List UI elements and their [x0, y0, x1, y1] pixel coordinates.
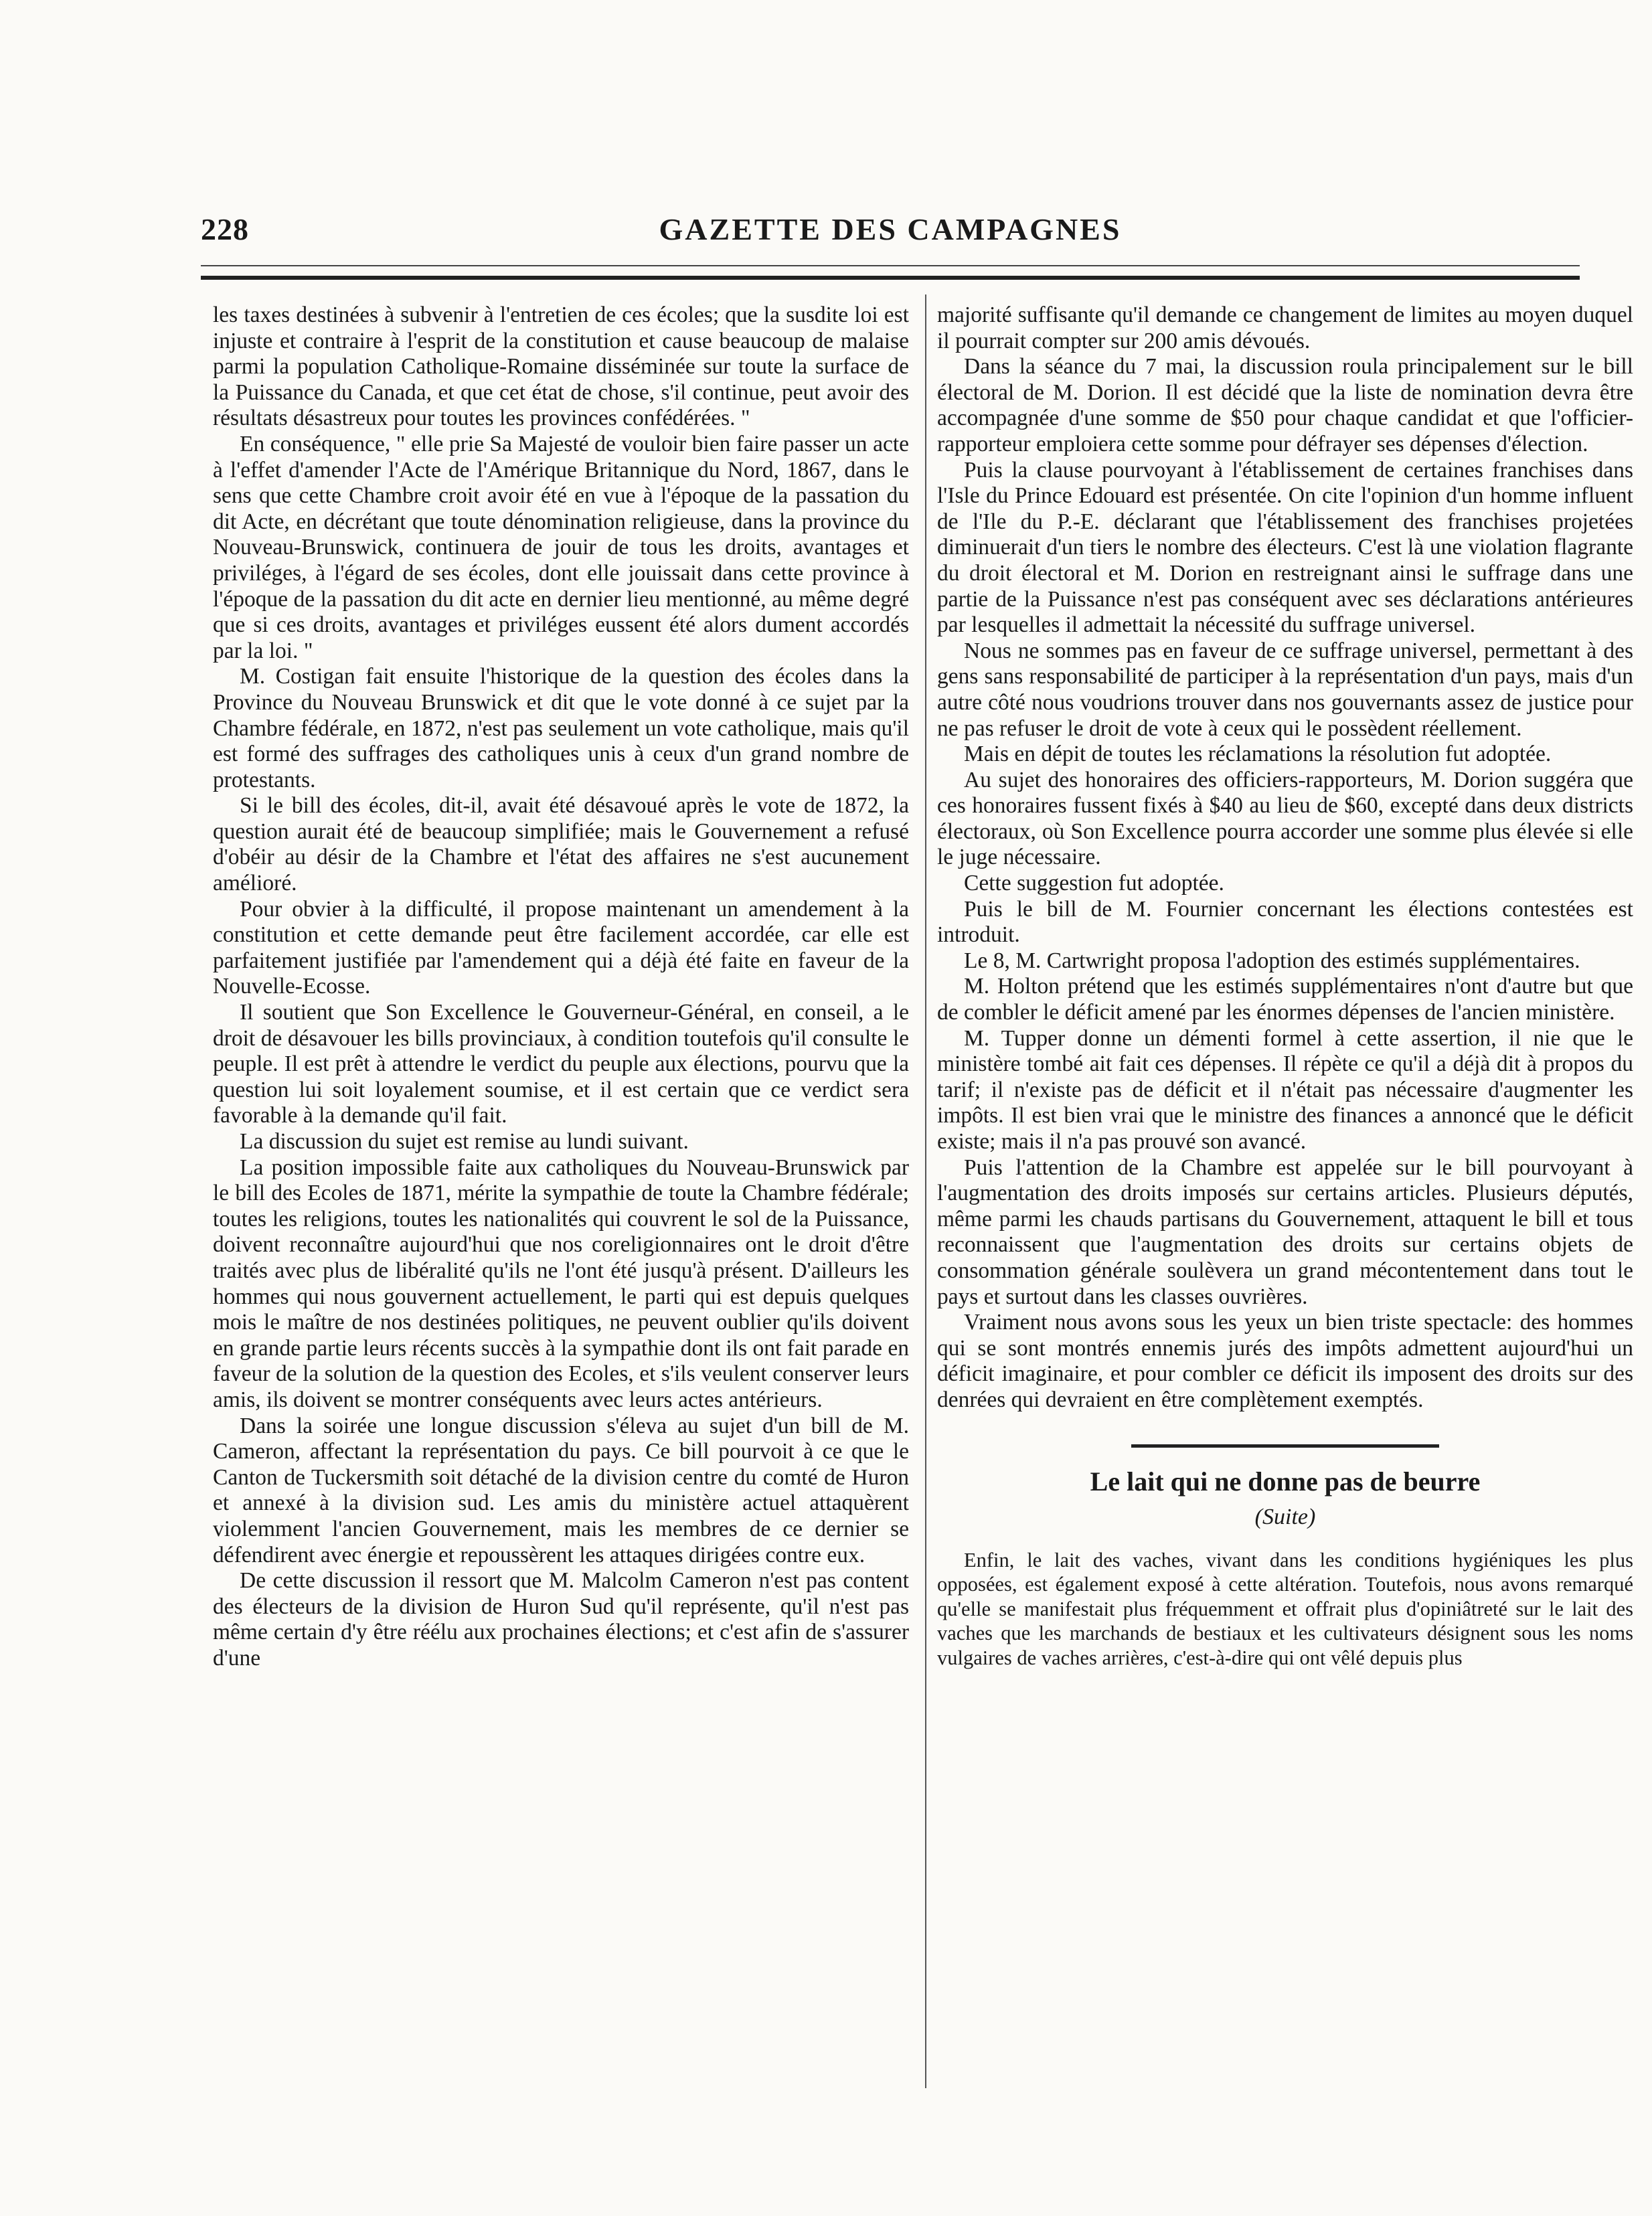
paragraph: Nous ne sommes pas en faveur de ce suffrage universel, permettant à des gens sans responsabilité de participer à la représentation d'un pays, mais d'un autre côté nous voudrions trouver dans nos gouvernants assez de justice pour ne pas refuser le droit de vote à ceux qui le possèdent réellement. — [937, 638, 1633, 741]
paragraph: Dans la séance du 7 mai, la discussion roula principalement sur le bill électoral de M. Dorion. Il est décidé que la liste de nomination devra être accompagnée d'une somme de $50 pour chaque candidat et que l'officier-rapporteur emploiera cette somme pour défrayer ses dépenses d'élection. — [937, 354, 1633, 456]
paragraph: M. Costigan fait ensuite l'historique de la question des écoles dans la Province du Nouveau Brunswick et dit que le vote donné à ce sujet par la Chambre fédérale, en 1872, n'est pas seulement un vote catholique, mais qu'il est formé des suffrages des catholiques unis à ceux d'un grand nombre de protestants. — [213, 664, 909, 792]
paragraph: Pour obvier à la difficulté, il propose maintenant un amendement à la constitution et cette demande peut être facilement accordée, car elle est parfaitement justifiée par l'amendement qui a déjà été faite en faveur de la Nouvelle-Ecosse. — [213, 896, 909, 999]
paragraph: Cette suggestion fut adoptée. — [964, 871, 1224, 896]
header-rule-thin — [201, 265, 1580, 266]
header-rule-thick — [201, 276, 1580, 280]
paragraph: Il soutient que Son Excellence le Gouverneur-Général, en conseil, a le droit de désavouer les bills provinciaux, à condition toutefois qu'il consulte le peuple. Il est prêt à attendre le verdict du peuple aux élections, pourvu que la question lui soit loyalement soumise, et il est certain que ce verdict sera favorable à la demande qu'il fait. — [213, 1000, 909, 1128]
page-header — [201, 211, 1580, 252]
section-rule — [1131, 1444, 1439, 1448]
page-number: 228 — [201, 212, 249, 246]
paragraph: Si le bill des écoles, dit-il, avait été désavoué après le vote de 1872, la question aurait été de beaucoup simplifiée; mais le Gouvernement a refusé d'obéir au désir de la Chambre et l'état des affaires ne s'est aucunement amélioré. — [213, 793, 909, 896]
paragraph: En conséquence, " elle prie Sa Majesté de vouloir bien faire passer un acte à l'effet d'amender l'Acte de l'Amérique Britannique du Nord, 1867, dans le sens que cette Chambre croit avoir été en vue à l'époque de la passation du dit Acte, en décrétant que toute dénomination religieuse, dans la province du Nouveau-Brunswick, continuera de jouir de tous les droits, avantages et priviléges, à l'égard de ses écoles, dont elle jouissait dans cette province à l'époque de la passation du dit acte en dernier lieu mentionné, au même degré que si ces droits, avantages et priviléges eussent été alors dument accordés par la loi. " — [213, 431, 909, 663]
paragraph: La discussion du sujet est remise au lundi suivant. — [240, 1129, 689, 1154]
paragraph: majorité suffisante qu'il demande ce changement de limites au moyen duquel il pourrait compter sur 200 amis dévoués. — [937, 303, 1633, 353]
section-subtitle: (Suite) — [1254, 1504, 1316, 1529]
paragraph: La position impossible faite aux catholiques du Nouveau-Brunswick par le bill des Ecoles de 1871, mérite la sympathie de toute la Chambre fédérale; toutes les religions, toutes les nationalités qui couvrent le sol de la Puissance, doivent reconnaître aujourd'hui que nos coreligionnaires ont le droit d'être traités avec plus de libéralité qu'ils ne l'ont été jusqu'à présent. D'ailleurs les hommes qui nous gouvernent actuellement, le parti qui est depuis quelques mois le maître de nos destinées politiques, ne peuvent oublier qu'ils doivent en grande partie leurs récents succès à la sympathie dont ils ont fait parade en faveur de la solution de la question des Ecoles, et s'ils veulent conserver leurs amis, ils doivent se montrer conséquents avec leurs actes antérieurs. — [213, 1155, 909, 1412]
paragraph: Puis le bill de M. Fournier concernant les élections contestées est introduit. — [937, 896, 1633, 948]
paragraph: Vraiment nous avons sous les yeux un bien triste spectacle: des hommes qui se sont montrés ennemis jurés des impôts admettent aujourd'hui un déficit imaginaire, et pour combler ce déficit ils imposent des droits sur des denrées qui devraient en être complètement exemptés. — [937, 1310, 1633, 1412]
paragraph: De cette discussion il ressort que M. Malcolm Cameron n'est pas content des électeurs de la division de Huron Sud qu'il représente, qu'il n'est pas même certain d'y être réélu aux prochaines élections; et c'est afin de s'assurer d'une — [213, 1568, 909, 1671]
paragraph: les taxes destinées à subvenir à l'entretien de ces écoles; que la susdite loi est injuste et contraire à l'esprit de la constitution et cause beaucoup de malaise parmi la population Catholique-Romaine disséminée sur toute la surface de la Puissance du Canada, et que cet état de chose, s'il continue, peut avoir des résultats désastreux pour toutes les provinces confédérées. " — [213, 303, 909, 431]
paragraph: M. Holton prétend que les estimés supplémentaires n'ont d'autre but que de combler le déficit amené par les énormes dépenses de l'ancien ministère. — [937, 974, 1633, 1025]
left-column — [213, 303, 909, 2096]
column-divider — [925, 294, 926, 2088]
section-title: Le lait qui ne donne pas de beurre — [1090, 1466, 1481, 1497]
paragraph: Puis la clause pourvoyant à l'établissement de certaines franchises dans l'Isle du Prince Edouard est présentée. On cite l'opinion d'un homme influent de l'Ile du P.-E. déclarant que l'établissement des franchises projetées diminuerait d'un tiers le nombre des électeurs. C'est là une violation flagrante du droit électoral et M. Dorion en restreignant ainsi le suffrage dans une partie de la Puissance n'est pas conséquent avec ses déclarations antérieures par lesquelles il admettait la nécessité du suffrage universel. — [937, 457, 1633, 638]
running-title: GAZETTE DES CAMPAGNES — [659, 212, 1122, 246]
section-paragraph: Enfin, le lait des vaches, vivant dans les conditions hygiéniques les plus opposées, est également exposé à cette altération. Toutefois, nous avons remarqué qu'elle se manifestait plus fréquemment et offrait plus d'opiniâtreté sur le lait des vaches que les marchands de bestiaux et les cultivateurs désignent sous les noms vulgaires de vaches arrières, c'est-à-dire qui ont vêlé depuis plus — [937, 1548, 1633, 1669]
paragraph: M. Tupper donne un démenti formel à cette assertion, il nie que le ministère tombé ait fait ces dépenses. Il répète ce qu'il a déjà dit à propos du tarif; il n'existe pas de déficit et il n'était pas nécessaire d'augmenter les impôts. Il est bien vrai que le ministre des finances a annoncé que le déficit existe; mais il n'a pas prouvé son avancé. — [937, 1025, 1633, 1154]
paragraph: Dans la soirée une longue discussion s'éleva au sujet d'un bill de M. Cameron, affectant la représentation du pays. Ce bill pourvoit à ce que le Canton de Tuckersmith soit détaché de la division centre du comté de Huron et annexé à la division sud. Les amis du ministère actuel attaquèrent violemment l'ancien Gouvernement, mais les membres de ce dernier se défendirent avec énergie et repoussèrent les attaques dirigées contre eux. — [213, 1413, 909, 1567]
right-column — [937, 303, 1633, 2096]
paragraph: Mais en dépit de toutes les réclamations la résolution fut adoptée. — [964, 742, 1552, 767]
paragraph: Puis l'attention de la Chambre est appelée sur le bill pourvoyant à l'augmentation des droits imposés sur certains articles. Plusieurs députés, même parmi les chauds partisans du Gouvernement, attaquent le bill et tous reconnaissent que l'augmentation des droits sur certains objets de consommation générale soulèvera un grand mécontentement dans tout le pays et surtout dans les classes ouvrières. — [937, 1155, 1633, 1309]
paragraph: Au sujet des honoraires des officiers-rapporteurs, M. Dorion suggéra que ces honoraires fussent fixés à $40 au lieu de $60, excepté dans deux districts électoraux, où Son Excellence pourra accorder une somme plus élevée si elle le juge nécessaire. — [937, 767, 1633, 870]
paragraph: Le 8, M. Cartwright proposa l'adoption des estimés supplémentaires. — [964, 948, 1580, 973]
